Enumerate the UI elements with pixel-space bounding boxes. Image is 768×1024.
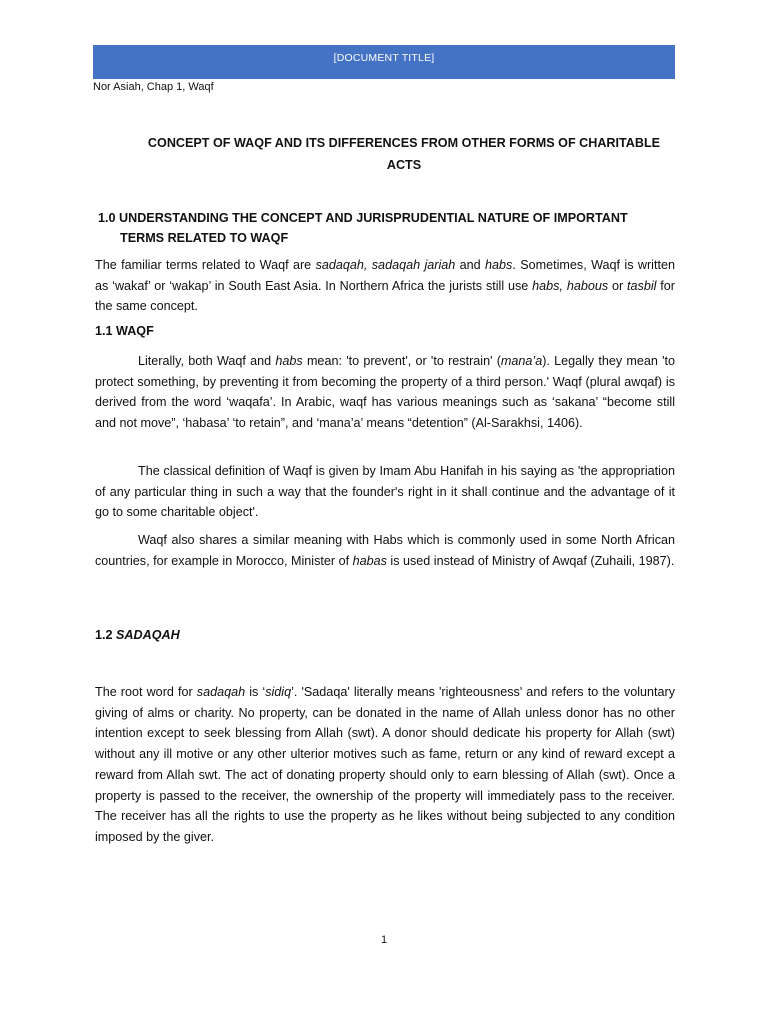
italic-term: habs xyxy=(485,258,513,272)
text-run: for the same concept. xyxy=(95,278,676,314)
italic-term: habs xyxy=(275,354,303,368)
italic-term: habs, habous xyxy=(532,278,609,293)
waqf-paragraph-3 xyxy=(95,530,675,571)
page-title: CONCEPT OF WAQF AND ITS DIFFERENCES FROM OTHER FORMS OF CHARITABLE ACTS xyxy=(147,136,661,172)
sadaqah-paragraph xyxy=(95,682,675,848)
text-run: The root word for xyxy=(95,685,197,699)
section-heading-1-2 xyxy=(95,628,180,642)
intro-paragraph xyxy=(95,255,675,317)
text-run: is used instead of Ministry of Awqaf (Zuhaili, 1987). xyxy=(386,553,675,568)
page-number: 1 xyxy=(380,934,388,946)
running-head: Nor Asiah, Chap 1, Waqf xyxy=(93,81,214,93)
text-run: ’. 'Sadaqa' literally means 'righteousness' and refers to the voluntary giving of alms or charity. No property, can be donated in the name of Allah unless donor has no other intention except to seek blessing from Allah (swt). A donor should dedicate his property for Allah (swt) without any ill motive or any other ulterior motives such as fame, return or any kind of reward except a reward from Allah swt. The act of donating property should only to earn blessing of Allah (swt). Once a property is passed to the receiver, the ownership of the property will immediately pass to the receiver. The receiver has all the rights to use the property as he likes without being subjected to any condition imposed by the giver. xyxy=(95,685,676,844)
waqf-paragraph-1 xyxy=(95,351,675,434)
document-title-bar xyxy=(93,45,675,79)
text-run: is ‘ xyxy=(245,685,266,699)
section-heading-1-0 xyxy=(98,208,675,248)
text-run: . Sometimes, Waqf is written as ‘wakaf’ or ‘wakap’ in South East Asia. In Northern Africa the jurists still use xyxy=(95,258,675,293)
text-run: Waqf also shares a similar meaning with Habs which is commonly used in some North African countries, for example in Morocco, Minister of xyxy=(95,533,675,568)
italic-term: tasbil xyxy=(627,278,657,293)
text-run: and xyxy=(455,258,486,272)
italic-term: sadaqah xyxy=(196,685,246,699)
section-heading-line1: UNDERSTANDING THE CONCEPT AND JURISPRUDENTIAL NATURE OF IMPORTANT xyxy=(119,211,628,225)
document-title-placeholder: [DOCUMENT TITLE] xyxy=(333,52,435,64)
italic-term: sadaqah, sadaqah jariah xyxy=(315,258,456,272)
section-heading-1-1: 1.1 WAQF xyxy=(95,324,154,338)
text-run: mean: 'to prevent', or 'to restrain' ( xyxy=(302,354,501,368)
waqf-paragraph-2: The classical definition of Waqf is given by Imam Abu Hanifah in his saying as 'the appropriation of any particular thing in such a way that the founder's right in it shall continue and the advantage of it go to some charitable object'. xyxy=(95,464,675,520)
text-run: ). Legally they mean 'to protect something, by preventing it from becoming the property of a third person.' Waqf (plural awqaf) is derived from the word ‘waqafa’. In Arabic, waqf has various meanings such as ‘sakana’ “become still and not move”, ‘habasa’ ‘to retain”, and ‘mana’a’ means “detention” (Al-Sarakhsi, 1406). xyxy=(95,354,676,431)
text-run: or xyxy=(608,278,628,293)
section-heading-text: SADAQAH xyxy=(116,628,180,642)
italic-term: habas xyxy=(352,553,387,568)
section-number: 1.2 xyxy=(95,628,113,642)
italic-term: mana’a xyxy=(500,354,543,368)
italic-term: sidiq xyxy=(265,685,292,699)
section-number: 1.0 xyxy=(98,211,116,225)
text-run: The familiar terms related to Waqf are xyxy=(95,258,316,272)
text-run: Literally, both Waqf and xyxy=(138,354,276,368)
section-heading-line2: TERMS RELATED TO WAQF xyxy=(120,231,289,245)
